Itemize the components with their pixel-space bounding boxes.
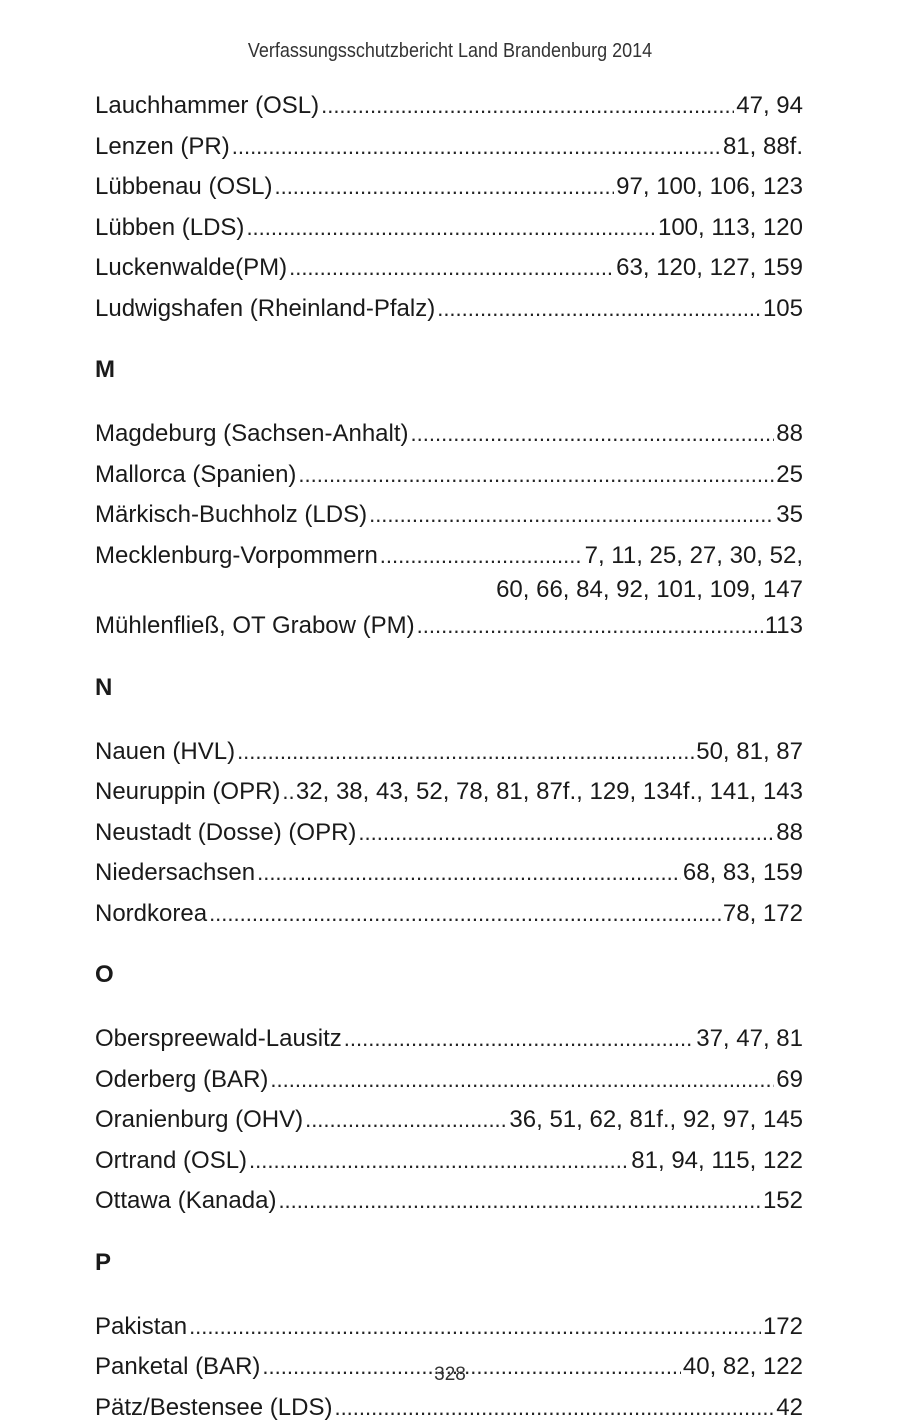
entry-name: Ottawa (Kanada) [95, 1181, 276, 1222]
entry-pages: 88 [776, 813, 803, 854]
entry-name: Pakistan [95, 1307, 187, 1348]
section-letter: M [95, 329, 803, 414]
index-section [95, 86, 803, 329]
entry-name: Pätz/Bestensee (LDS) [95, 1388, 332, 1428]
entry-pages: 50, 81, 87 [696, 732, 803, 773]
entry-pages: 105 [763, 289, 803, 330]
index-entry [95, 495, 803, 536]
dot-leader [298, 455, 774, 496]
entry-pages: 81, 94, 115, 122 [631, 1141, 803, 1182]
index-entry [95, 414, 803, 455]
index-entry [95, 167, 803, 208]
dot-leader [344, 1019, 694, 1060]
index-entry [95, 606, 803, 647]
entry-name: Mallorca (Spanien) [95, 455, 296, 496]
index-entry [95, 1141, 803, 1182]
section-letter: O [95, 934, 803, 1019]
page-number: 328 [0, 1364, 900, 1386]
index-entry [95, 86, 803, 127]
entry-pages: 68, 83, 159 [683, 853, 803, 894]
entry-name: Ludwigshafen (Rheinland-Pfalz) [95, 289, 435, 330]
dot-leader [369, 495, 774, 536]
entry-name: Märkisch-Buchholz (LDS) [95, 495, 367, 536]
entry-name: Oranienburg (OHV) [95, 1100, 303, 1141]
index-section [95, 329, 803, 647]
entry-name: Oberspreewald-Lausitz [95, 1019, 342, 1060]
entry-pages: 40, 82, 122 [683, 1347, 803, 1388]
entry-name: Luckenwalde(PM) [95, 248, 287, 289]
dot-leader [417, 606, 763, 647]
section-letter: N [95, 647, 803, 732]
entry-pages: 63, 120, 127, 159 [616, 248, 803, 289]
dot-leader [209, 894, 721, 935]
entry-name: Mecklenburg-Vorpommern [95, 536, 378, 577]
entry-pages: 78, 172 [723, 894, 803, 935]
index-entry [95, 455, 803, 496]
dot-leader [257, 853, 681, 894]
dot-leader [321, 86, 734, 127]
index-entry [95, 1307, 803, 1348]
dot-leader [411, 414, 775, 455]
index-entry [95, 289, 803, 330]
entry-pages: 97, 100, 106, 123 [616, 167, 803, 208]
entry-name: Nordkorea [95, 894, 207, 935]
index-entry [95, 127, 803, 168]
entry-pages: 25 [776, 455, 803, 496]
page-header: Verfassungsschutzbericht Land Brandenburg 2014 [45, 40, 855, 63]
entry-name: Neuruppin (OPR) [95, 772, 280, 813]
index-entry [95, 732, 803, 773]
section-letter: P [95, 1222, 803, 1307]
entry-name: Panketal (BAR) [95, 1347, 260, 1388]
entry-pages-continuation: 60, 66, 84, 92, 101, 109, 147 [95, 574, 803, 606]
dot-leader [437, 289, 761, 330]
entry-name: Nauen (HVL) [95, 732, 235, 773]
entry-name: Magdeburg (Sachsen-Anhalt) [95, 414, 409, 455]
dot-leader [232, 127, 721, 168]
entry-pages: 100, 113, 120 [658, 208, 803, 249]
entry-pages: 42 [776, 1388, 803, 1428]
index-entry [95, 1388, 803, 1428]
entry-name: Mühlenfließ, OT Grabow (PM) [95, 606, 415, 647]
entry-pages: 35 [776, 495, 803, 536]
entry-name: Oderberg (BAR) [95, 1060, 268, 1101]
entry-name: Niedersachsen [95, 853, 255, 894]
dot-leader [274, 167, 614, 208]
dot-leader [289, 248, 614, 289]
entry-pages: 88 [776, 414, 803, 455]
index-entry [95, 772, 803, 813]
index-entry [95, 894, 803, 935]
dot-leader [189, 1307, 761, 1348]
entry-pages: 172 [763, 1307, 803, 1348]
index-entry [95, 853, 803, 894]
index-section [95, 1222, 803, 1428]
entry-pages: 37, 47, 81 [696, 1019, 803, 1060]
entry-name: Neustadt (Dosse) (OPR) [95, 813, 356, 854]
entry-pages: 47, 94 [736, 86, 803, 127]
index-entry [95, 208, 803, 249]
index-entry [95, 1060, 803, 1101]
entry-name: Ortrand (OSL) [95, 1141, 247, 1182]
index-entry [95, 1100, 803, 1141]
dot-leader [270, 1060, 774, 1101]
dot-leader [278, 1181, 761, 1222]
entry-name: Lauchhammer (OSL) [95, 86, 319, 127]
entry-pages: 36, 51, 62, 81f., 92, 97, 145 [509, 1100, 803, 1141]
entry-pages: 81, 88f. [723, 127, 803, 168]
dot-leader [334, 1388, 774, 1428]
dot-leader [237, 732, 694, 773]
index-entry [95, 248, 803, 289]
dot-leader [249, 1141, 629, 1182]
dot-leader [305, 1100, 507, 1141]
index-section [95, 934, 803, 1222]
dot-leader [358, 813, 774, 854]
index-entry [95, 1181, 803, 1222]
entry-name: Lenzen (PR) [95, 127, 230, 168]
index-entry [95, 536, 803, 577]
entry-name: Lübbenau (OSL) [95, 167, 272, 208]
dot-leader [246, 208, 656, 249]
entry-pages: 152 [763, 1181, 803, 1222]
entry-name: Lübben (LDS) [95, 208, 244, 249]
place-index [95, 86, 803, 1428]
dot-leader [380, 536, 583, 577]
index-entry [95, 813, 803, 854]
index-section [95, 647, 803, 935]
index-entry [95, 1019, 803, 1060]
entry-pages: 69 [776, 1060, 803, 1101]
entry-pages: 7, 11, 25, 27, 30, 52, [585, 536, 803, 577]
entry-pages: 32, 38, 43, 52, 78, 81, 87f., 129, 134f., 141, 143 [296, 772, 803, 813]
dot-leader [282, 772, 294, 813]
entry-pages: 113 [765, 606, 803, 647]
